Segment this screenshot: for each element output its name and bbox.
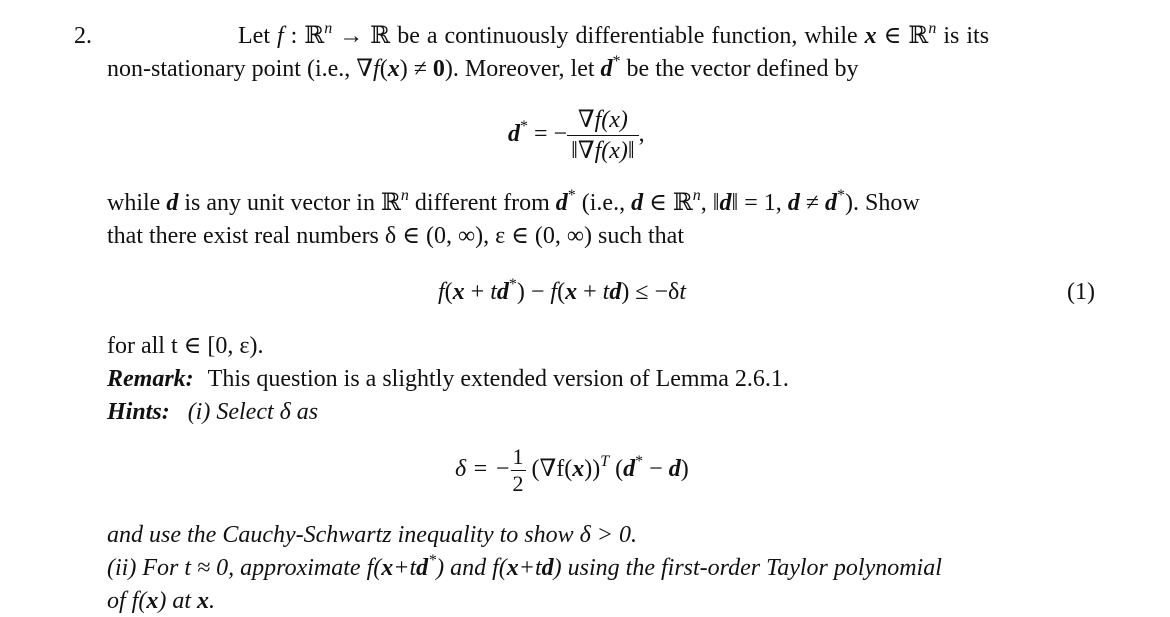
equation-1 [438,276,686,305]
text: Let [238,23,277,49]
hints [107,400,318,424]
text: ( [379,56,388,82]
text: of f( [107,588,147,614]
text: +t [518,555,542,581]
fraction-numerator: ∇f(x) [577,107,628,133]
plus: + [464,279,491,305]
fraction-numerator: 1 [512,444,524,469]
text: ≠ [799,190,825,216]
text: (ii) For t ≈ 0, approximate f( [107,555,382,581]
text: is its [936,23,990,49]
text: while [107,190,167,216]
remark [107,367,789,391]
symbol-d: d [541,555,554,581]
paren: ( [557,279,566,305]
plus: + [577,279,603,305]
gradient-close: )) [584,456,601,483]
symbol-t: t [602,279,610,305]
text: non-stationary point (i.e., ∇ [107,56,374,82]
delta-lhs: δ = − [455,456,511,483]
minus: − [643,456,669,483]
equation-label: (1) [1067,279,1095,305]
symbol-d: d [719,190,732,216]
fraction [567,108,639,163]
text: ). Moreover, let [444,56,601,82]
symbol-x: x [197,588,209,614]
star-superscript: * [612,53,621,70]
hints-label: Hints: [107,399,170,425]
symbol-f: f [276,23,284,49]
symbol-d: d [668,456,681,483]
text: ) and f( [436,555,507,581]
symbol-d: d [166,190,179,216]
text: ) at [158,588,197,614]
gradient-open: (∇f( [525,456,573,483]
exponent-n: n [692,187,701,204]
transpose-superscript: T [600,453,610,471]
text: ) using the first-order Taylor polynomial [553,555,942,581]
paren: ) [680,456,689,483]
star-superscript: * [836,187,845,204]
comma: , [638,121,645,148]
symbol-t: t [679,279,686,305]
text: is any unit vector in ℝ [178,190,401,216]
symbol-x: x [381,555,394,581]
symbol-d: d [508,121,520,148]
text: (i.e., [575,190,632,216]
text: → ℝ be a continuously differentiable function, while [332,23,865,49]
fraction-half [511,446,526,495]
star-superscript: * [428,552,437,569]
equation-delta [455,446,689,495]
star-superscript: * [635,453,644,471]
text: , ‖ [700,190,720,216]
remark-label: Remark: [107,366,194,392]
star-superscript: * [567,187,576,204]
text: . [209,588,215,614]
zero-vector: 0 [432,56,445,82]
text: different from [408,190,556,216]
exponent-n: n [324,20,333,37]
text: be the vector defined by [620,56,859,82]
symbol-x: x [864,23,877,49]
star-superscript: * [520,118,528,136]
symbol-d: d [824,190,837,216]
text: ∈ ℝ [643,190,693,216]
star-superscript: * [508,276,517,293]
symbol-f: f [438,279,445,305]
text: +t [393,555,417,581]
problem-number: 2. [74,23,92,49]
symbol-d: d [416,555,429,581]
problem-line-5: for all t ∈ [0, ε). [107,333,264,359]
symbol-d: d [496,279,509,305]
symbol-d: d [623,456,636,483]
equation-dstar [508,108,645,163]
fraction-denominator: 2 [512,471,524,496]
text: ). Show [844,190,920,216]
remark-text: This question is a slightly extended version of Lemma 2.6.1. [207,366,789,392]
symbol-x: x [572,456,585,483]
problem-line-3 [107,187,920,216]
hint-1-text: and use the Cauchy-Schwartz inequality to show δ > 0. [107,522,637,548]
symbol-d: d [609,279,622,305]
hint-1-intro: (i) Select δ as [187,399,319,425]
symbol-d: d [600,56,613,82]
symbol-d: d [787,190,800,216]
symbol-x: x [565,279,578,305]
exponent-n: n [400,187,409,204]
hint-2-line-2 [107,589,215,613]
symbol-f: f [373,56,380,82]
paren: ( [444,279,453,305]
symbol-x: x [146,588,159,614]
symbol-d: d [555,190,568,216]
text: ∈ ℝ [876,23,929,49]
symbol-d: d [631,190,644,216]
leq-delta: ) ≤ −δ [621,279,680,305]
symbol-t: t [490,279,497,305]
text: ‖ = 1, [731,190,788,216]
equals-minus: = − [528,121,568,148]
hint-2-line-1 [107,552,942,581]
text: ) ≠ [399,56,433,82]
symbol-x: x [452,279,465,305]
text: : ℝ [283,23,325,49]
problem-line-4: that there exist real numbers δ ∈ (0, ∞), ε ∈ (0, ∞) such that [107,223,684,249]
exponent-n: n [928,20,937,37]
symbol-x: x [387,56,400,82]
minus: ) − [516,279,551,305]
fraction-denominator: ‖∇f(x)‖ [567,135,639,163]
problem-line-1 [238,20,990,49]
symbol-x: x [506,555,519,581]
problem-line-2 [107,53,859,82]
symbol-f: f [550,279,558,305]
paren: ( [609,456,624,483]
